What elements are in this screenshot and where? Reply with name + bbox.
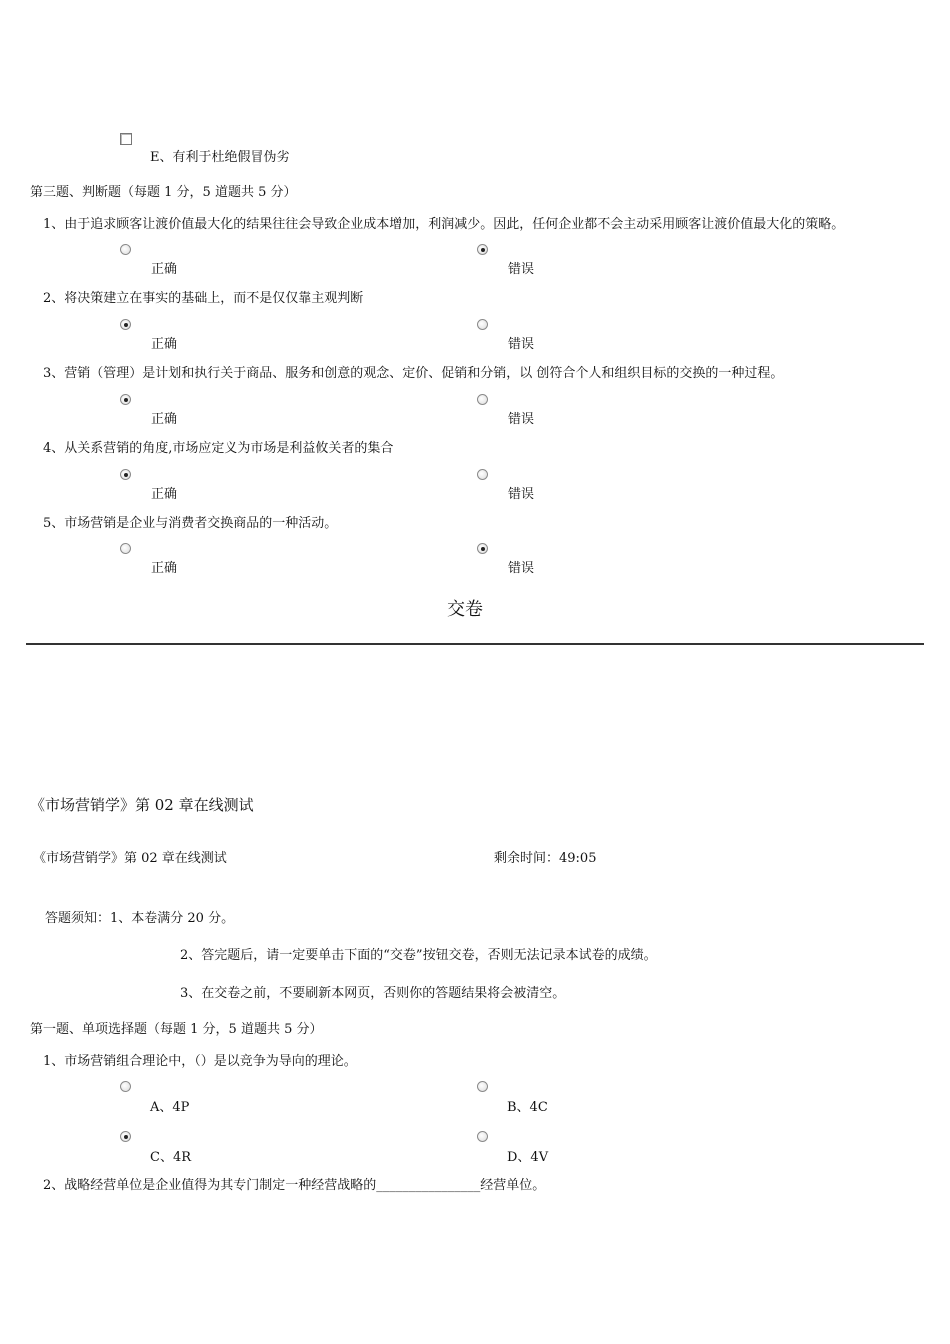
q1-true-radio[interactable] xyxy=(120,244,131,255)
q1-option-c-label: C、4R xyxy=(150,1150,192,1165)
q2-true-label: 正确 xyxy=(151,337,178,352)
q5-false-radio[interactable] xyxy=(477,543,488,554)
q1-option-a-label: A、4P xyxy=(150,1100,190,1115)
q1-option-a-radio[interactable] xyxy=(120,1081,131,1092)
q1-false-radio[interactable] xyxy=(477,244,488,255)
tf-question-4: 4、从关系营销的角度,市场应定义为市场是利益攸关者的集合 xyxy=(43,441,394,456)
q1-option-d-radio[interactable] xyxy=(477,1131,488,1142)
notice-line-3: 3、在交卷之前，不要刷新本网页，否则你的答题结果将会被清空。 xyxy=(180,986,566,1001)
option-e-checkbox[interactable] xyxy=(120,133,132,145)
page-title: 《市场营销学》第 02 章在线测试 xyxy=(30,796,254,814)
q1-option-c-radio[interactable] xyxy=(120,1131,131,1142)
section3-header: 第三题、判断题（每题 1 分，5 道题共 5 分） xyxy=(30,185,297,200)
q2-true-radio[interactable] xyxy=(120,319,131,330)
timer-text: 剩余时间：49:05 xyxy=(494,851,597,866)
q5-true-label: 正确 xyxy=(151,561,178,576)
notice-line-2: 2、答完题后，请一定要单击下面的“交卷”按钮交卷，否则无法记录本试卷的成绩。 xyxy=(180,948,657,963)
q2-false-radio[interactable] xyxy=(477,319,488,330)
q4-false-label: 错误 xyxy=(508,487,535,502)
tf-question-2: 2、将决策建立在事实的基础上，而不是仅仅靠主观判断 xyxy=(43,291,364,306)
q3-true-label: 正确 xyxy=(151,412,178,427)
q1-true-label: 正确 xyxy=(151,262,178,277)
option-e-label: E、有利于杜绝假冒伪劣 xyxy=(150,150,290,165)
q2-false-label: 错误 xyxy=(508,337,535,352)
q4-true-label: 正确 xyxy=(151,487,178,502)
q3-false-label: 错误 xyxy=(508,412,535,427)
section1-header: 第一题、单项选择题（每题 1 分，5 道题共 5 分） xyxy=(30,1022,323,1037)
submit-button[interactable]: 交卷 xyxy=(447,599,483,620)
divider xyxy=(26,643,924,645)
q3-true-radio[interactable] xyxy=(120,394,131,405)
q1-option-b-radio[interactable] xyxy=(477,1081,488,1092)
q1-false-label: 错误 xyxy=(508,262,535,277)
q4-false-radio[interactable] xyxy=(477,469,488,480)
exam-subtitle: 《市场营销学》第 02 章在线测试 xyxy=(33,851,227,866)
q5-false-label: 错误 xyxy=(508,561,535,576)
q4-true-radio[interactable] xyxy=(120,469,131,480)
notice-line-1: 答题须知：1、本卷满分 20 分。 xyxy=(45,911,235,926)
q5-true-radio[interactable] xyxy=(120,543,131,554)
mc-question-1: 1、市场营销组合理论中，（）是以竞争为导向的理论。 xyxy=(43,1054,357,1069)
q1-option-d-label: D、4V xyxy=(507,1150,549,1165)
q1-option-b-label: B、4C xyxy=(507,1100,548,1115)
q3-false-radio[interactable] xyxy=(477,394,488,405)
tf-question-3: 3、营销（管理）是计划和执行关于商品、服务和创意的观念、定价、促销和分销，以 创符合个人和组织目标的交换的一种过程。 xyxy=(43,366,784,381)
mc-question-2: 2、战略经营单位是企业值得为其专门制定一种经营战略的________________经营单位。 xyxy=(43,1178,546,1193)
tf-question-1: 1、由于追求顾客让渡价值最大化的结果往往会导致企业成本增加，利润减少。因此，任何企业都不会主动采用顾客让渡价值最大化的策略。 xyxy=(43,217,845,232)
tf-question-5: 5、市场营销是企业与消费者交换商品的一种活动。 xyxy=(43,516,338,531)
